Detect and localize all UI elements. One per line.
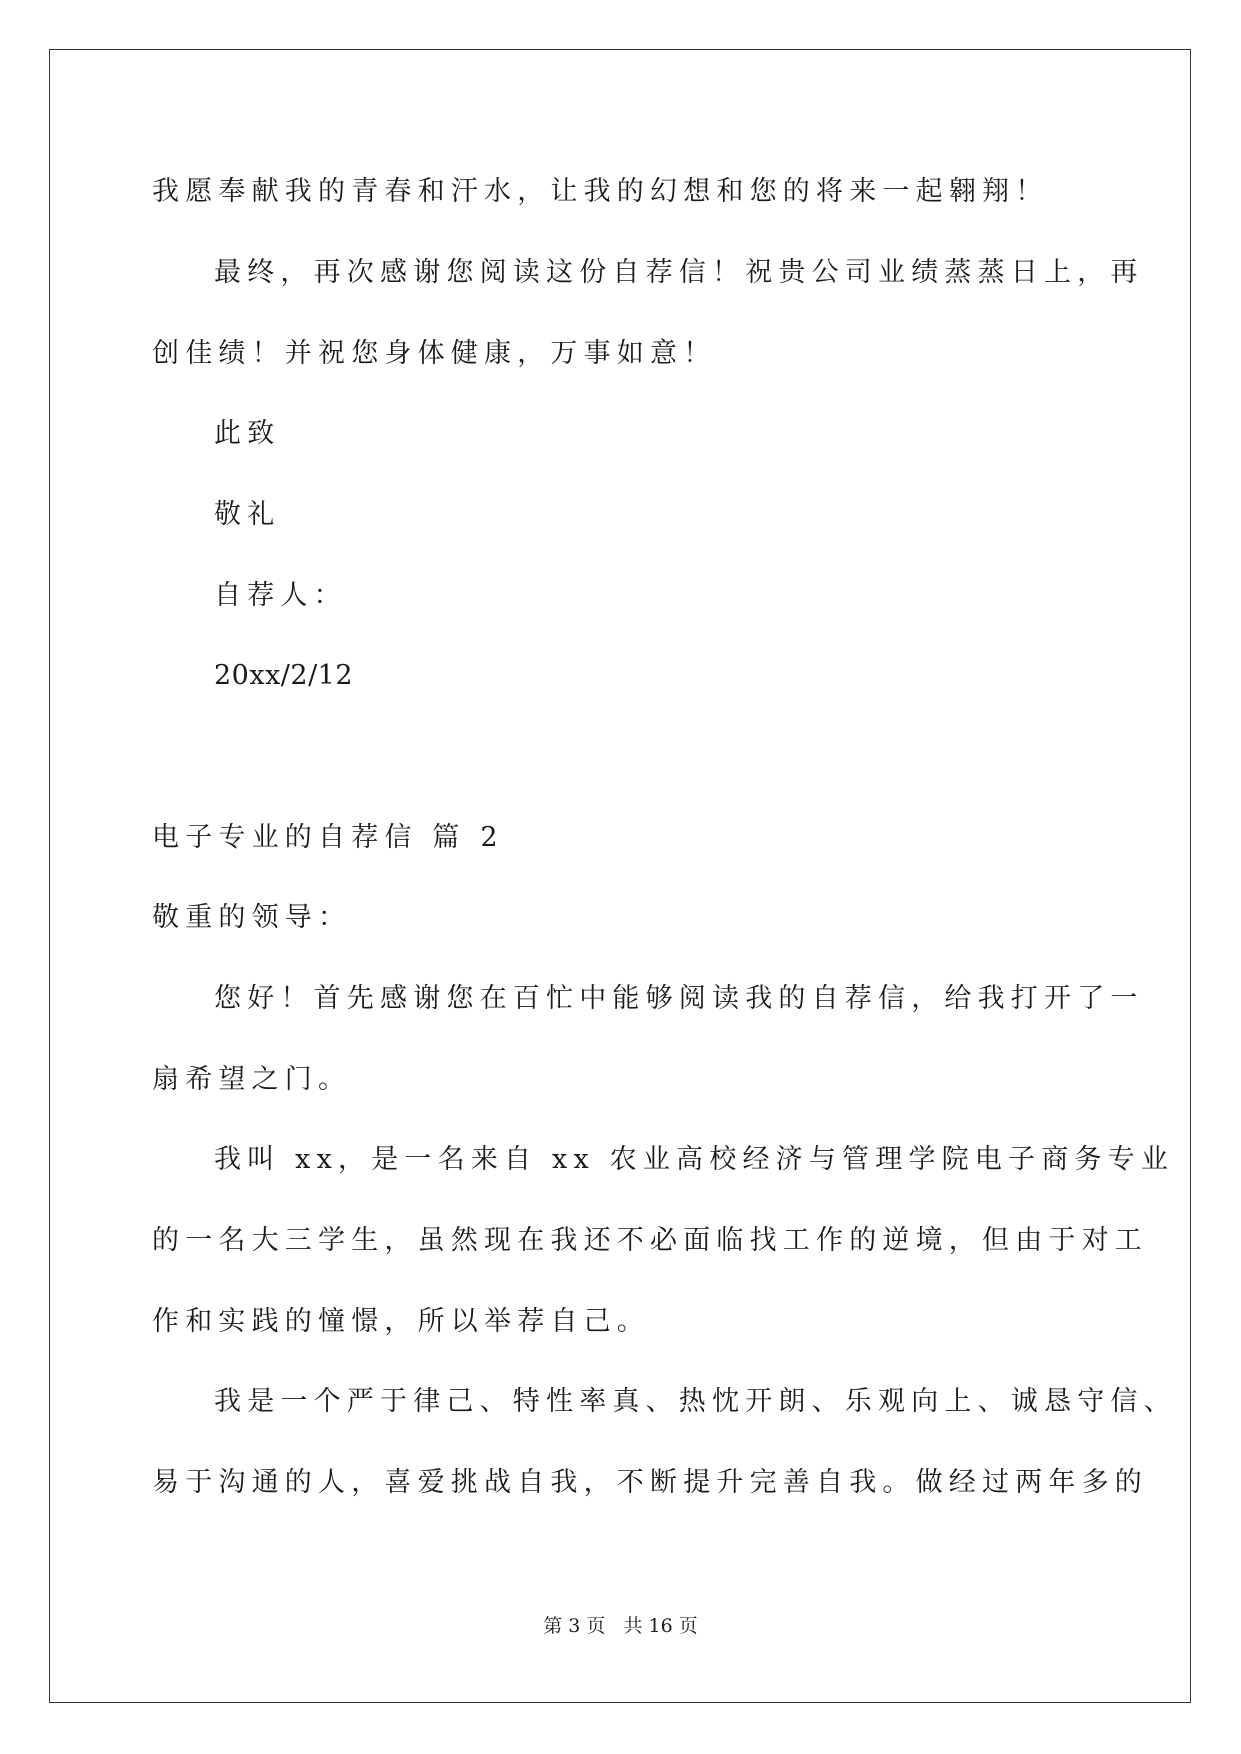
page-number: 第 3 页: [543, 1615, 606, 1637]
paragraph-line: 最终，再次感谢您阅读这份自荐信！祝贵公司业绩蒸蒸日上，再: [214, 257, 1144, 288]
paragraph-line: 作和实践的憧憬，所以举荐自己。: [152, 1306, 650, 1337]
page-border: [49, 49, 1191, 1703]
closing-respect: 敬礼: [214, 499, 281, 530]
page-total: 共 16 页: [623, 1615, 698, 1637]
letter-date: 20xx/2/12: [214, 660, 354, 691]
paragraph-line: 我愿奉献我的青春和汗水，让我的幻想和您的将来一起翱翔！: [152, 176, 1049, 207]
paragraph-line: 创佳绩！并祝您身体健康，万事如意！: [152, 338, 717, 369]
section-heading: 电子专业的自荐信 篇 2: [152, 822, 504, 853]
paragraph-line: 我叫 xx，是一名来自 xx 农业高校经济与管理学院电子商务专业: [214, 1144, 1175, 1175]
paragraph-line: 您好！首先感谢您在百忙中能够阅读我的自荐信，给我打开了一: [214, 983, 1144, 1014]
signature-label: 自荐人：: [214, 580, 347, 611]
paragraph-line: 扇希望之门。: [152, 1064, 352, 1095]
paragraph-line: 易于沟通的人，喜爱挑战自我，不断提升完善自我。做经过两年多的: [152, 1467, 1148, 1498]
paragraph-line: 我是一个严于律己、特性率真、热忱开朗、乐观向上、诚恳守信、: [214, 1386, 1177, 1417]
greeting: 敬重的领导：: [152, 902, 352, 933]
closing-salutation: 此致: [214, 418, 281, 449]
page-footer: [0, 1614, 1241, 1638]
paragraph-line: 的一名大三学生，虽然现在我还不必面临找工作的逆境，但由于对工: [152, 1225, 1148, 1256]
